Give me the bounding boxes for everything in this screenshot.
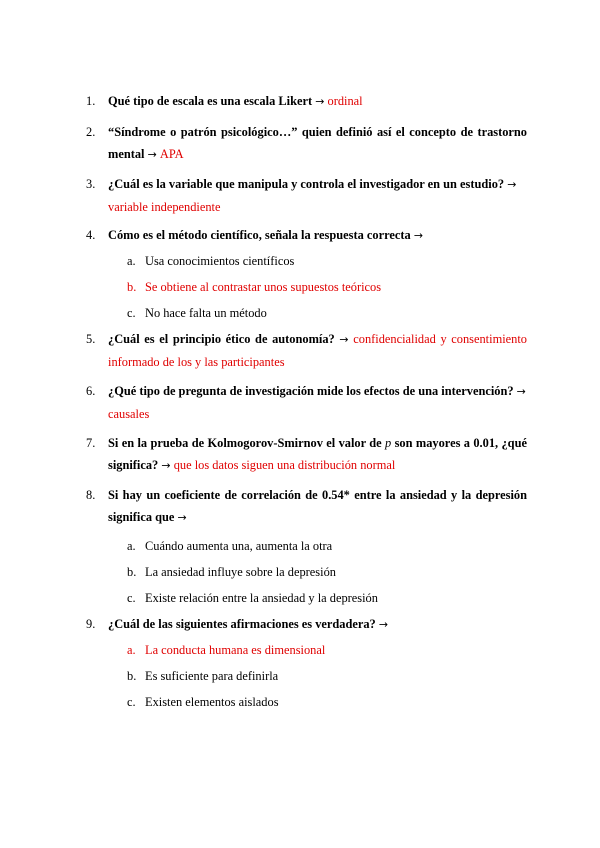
question-number: 2. — [86, 125, 96, 139]
arrow-icon: → — [339, 333, 349, 346]
option-text: Se obtiene al contrastar unos supuestos teóricos — [145, 280, 382, 294]
question-number: 7. — [86, 436, 96, 450]
option-text: Cuándo aumenta una, aumenta la otra — [145, 539, 333, 553]
option-letter: a. — [127, 643, 136, 657]
option-letter: b. — [127, 280, 137, 294]
option-text: No hace falta un método — [145, 306, 267, 320]
question-text: Si hay un coeficiente de correlación de 0.54* entre la ansiedad y la depresión significa que — [108, 488, 527, 524]
answer-text: variable independiente — [108, 200, 221, 214]
question-text: Si en la prueba de Kolmogorov-Smirnov el valor de — [108, 436, 382, 450]
question-text: ¿Cuál es la variable que manipula y controla el investigador en un estudio? — [108, 177, 505, 191]
question-text: ¿Qué tipo de pregunta de investigación mide los efectos de una intervención? — [108, 384, 514, 398]
question-8 — [86, 484, 527, 529]
question-text: ¿Cuál de las siguientes afirmaciones es verdadera? — [108, 617, 376, 631]
option-text: La ansiedad influye sobre la depresión — [145, 565, 336, 579]
arrow-icon: → — [507, 178, 517, 191]
option-4c — [127, 304, 267, 322]
arrow-icon: → — [147, 148, 157, 161]
answer-text: ordinal — [327, 94, 363, 108]
option-8b — [127, 563, 336, 581]
option-text: Existen elementos aislados — [145, 695, 279, 709]
answer-text: confidencialidad y consentimiento informado de los y las participantes — [108, 332, 527, 369]
option-8a — [127, 537, 332, 555]
question-number: 8. — [86, 488, 96, 502]
answer-text: causales — [108, 407, 150, 421]
question-text: Cómo es el método científico, señala la respuesta correcta — [108, 228, 411, 242]
question-6 — [86, 380, 527, 425]
arrow-icon: → — [413, 229, 424, 242]
question-text: ¿Cuál es el principio ético de autonomía? — [108, 332, 335, 346]
arrow-icon: → — [516, 385, 526, 398]
option-9b — [127, 667, 278, 685]
question-text: Qué tipo de escala es una escala Likert — [108, 94, 313, 108]
option-text: Es suficiente para definirla — [145, 669, 279, 683]
question-number: 3. — [86, 177, 96, 191]
question-number: 9. — [86, 617, 96, 631]
answer-text: APA — [159, 147, 184, 161]
option-4b-correct — [127, 278, 381, 296]
option-letter: c. — [127, 591, 136, 605]
option-text: La conducta humana es dimensional — [145, 643, 326, 657]
question-4 — [86, 224, 527, 247]
option-text: Usa conocimientos científicos — [145, 254, 295, 268]
question-3 — [86, 173, 527, 218]
question-number: 4. — [86, 228, 96, 242]
question-number: 6. — [86, 384, 96, 398]
question-2 — [86, 121, 527, 166]
option-letter: b. — [127, 669, 137, 683]
arrow-icon: → — [177, 511, 187, 524]
option-letter: b. — [127, 565, 137, 579]
question-5 — [86, 328, 527, 373]
question-number: 5. — [86, 332, 96, 346]
option-4a — [127, 252, 294, 270]
answer-text: que los datos siguen una distribución normal — [173, 458, 396, 472]
p-value-symbol: p — [385, 436, 392, 450]
option-letter: c. — [127, 695, 136, 709]
question-9 — [86, 613, 527, 636]
option-9a-correct — [127, 641, 325, 659]
option-letter: c. — [127, 306, 136, 320]
arrow-icon: → — [315, 95, 325, 108]
question-7 — [86, 432, 527, 477]
question-text: “Síndrome o patrón psicológico…” quien definió así el concepto de trastorno mental — [108, 125, 527, 161]
question-number: 1. — [86, 94, 96, 108]
option-9c — [127, 693, 279, 711]
question-1 — [86, 90, 527, 113]
option-letter: a. — [127, 539, 136, 553]
question-text-continued: son mayores a 0.01, ¿qué significa? — [108, 436, 527, 472]
arrow-icon: → — [161, 459, 171, 472]
option-8c — [127, 589, 378, 607]
option-letter: a. — [127, 254, 136, 268]
option-text: Existe relación entre la ansiedad y la depresión — [145, 591, 378, 605]
arrow-icon: → — [378, 618, 389, 631]
